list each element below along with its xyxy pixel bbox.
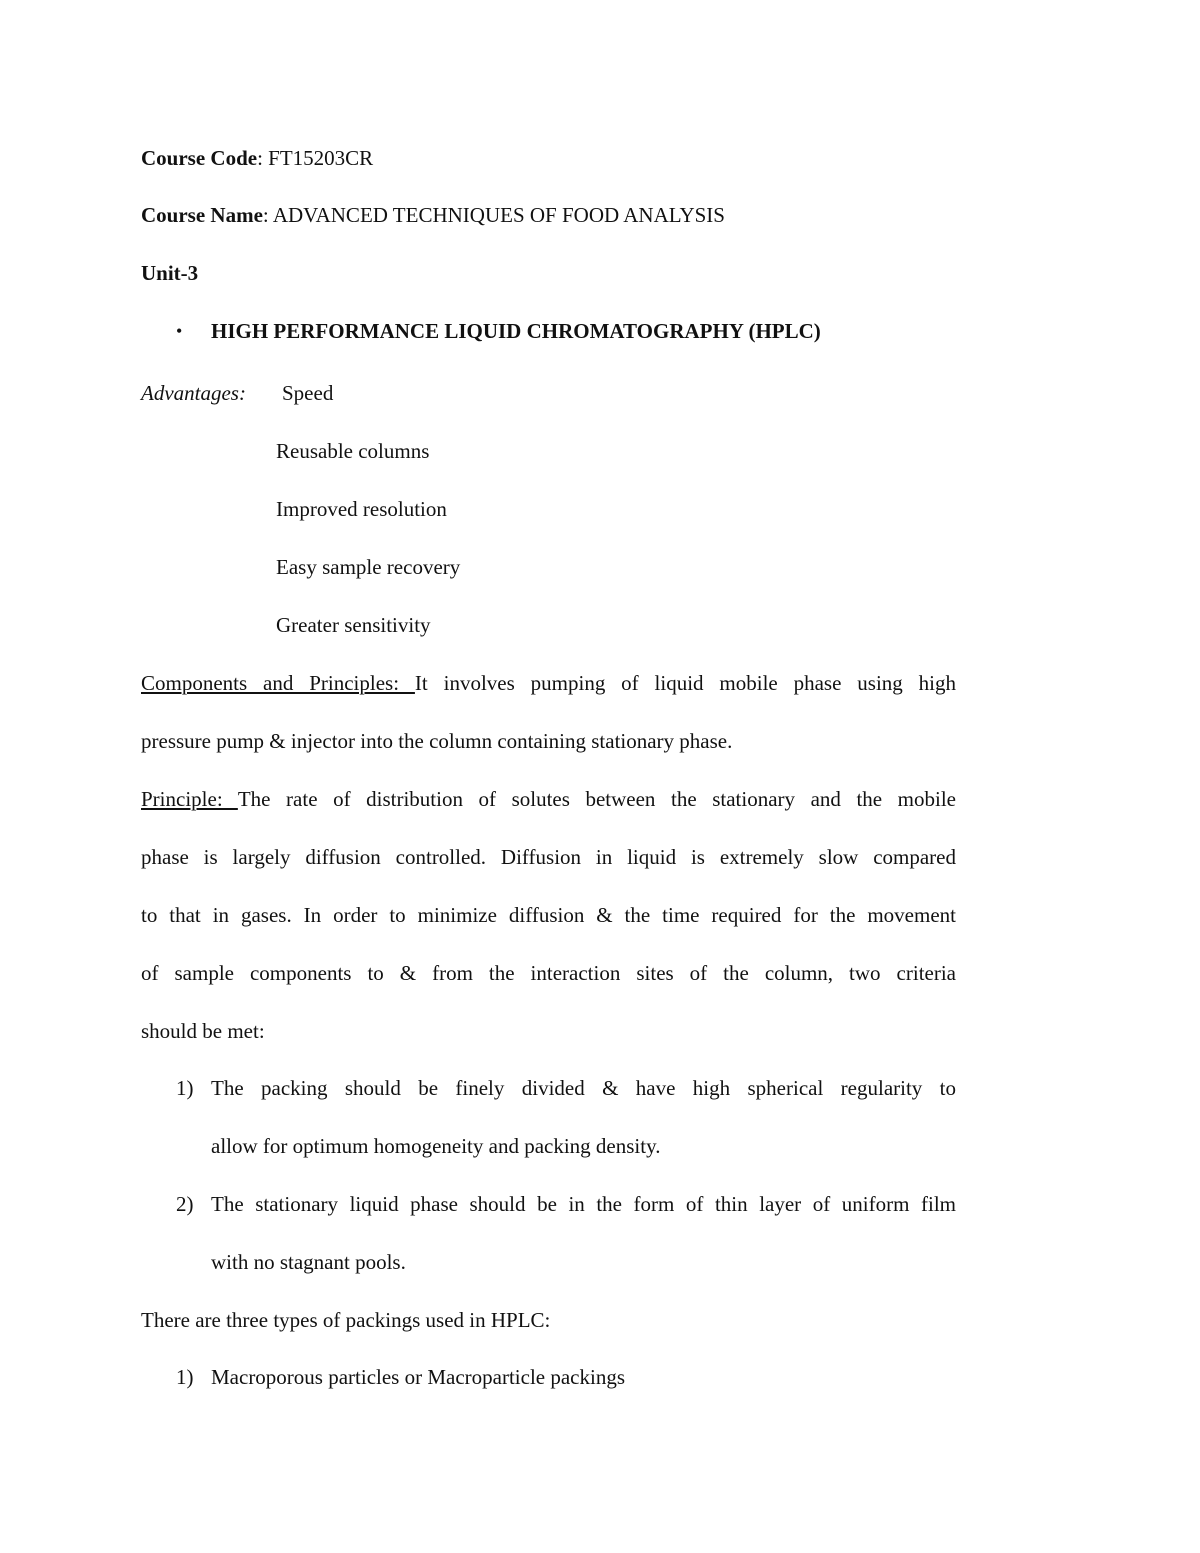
course-code-label: Course Code — [141, 146, 258, 170]
advantage-item: Easy sample recovery — [276, 555, 461, 579]
list-number: 1) — [176, 1365, 194, 1389]
principle-paragraph-line: should be met: — [141, 1019, 265, 1043]
principle-paragraph-line: of sample components to & from the interaction sites of the column, two criteria — [141, 961, 956, 985]
advantage-item: Greater sensitivity — [276, 613, 431, 637]
criteria-text-continued: allow for optimum homogeneity and packing density. — [211, 1134, 661, 1158]
list-number: 2) — [176, 1192, 194, 1216]
advantage-item: Improved resolution — [276, 497, 447, 521]
criteria-text: The stationary liquid phase should be in the form of thin layer of uniform film — [211, 1192, 956, 1216]
principle-text: The rate of distribution of solutes between the stationary and the mobile — [237, 787, 956, 811]
packing-text: Macroporous particles or Macroparticle packings — [211, 1365, 626, 1389]
unit-heading — [141, 259, 198, 287]
course-name-value: : ADVANCED TECHNIQUES OF FOOD ANALYSIS — [262, 203, 725, 227]
principle-paragraph-line: phase is largely diffusion controlled. Diffusion in liquid is extremely slow compared — [141, 845, 956, 869]
course-code-value: : FT15203CR — [257, 146, 374, 170]
criteria-text: The packing should be finely divided & have high spherical regularity to — [211, 1076, 956, 1100]
section-title: HIGH PERFORMANCE LIQUID CHROMATOGRAPHY (HPLC) — [211, 319, 821, 343]
advantage-item: Speed — [282, 381, 334, 405]
list-number: 1) — [176, 1076, 194, 1100]
course-code-line — [141, 144, 373, 172]
unit-label: Unit-3 — [141, 261, 199, 285]
components-paragraph-line — [141, 669, 956, 697]
course-name-line — [141, 201, 725, 229]
packings-intro: There are three types of packings used in HPLC: — [141, 1308, 551, 1332]
principle-paragraph-line: to that in gases. In order to minimize diffusion & the time required for the movement — [141, 903, 956, 927]
advantage-item: Reusable columns — [276, 439, 430, 463]
components-label: Components and Principles: — [141, 671, 415, 695]
criteria-text-continued: with no stagnant pools. — [211, 1250, 406, 1274]
advantages-label-text: Advantages: — [141, 381, 246, 405]
course-name-label: Course Name — [141, 203, 263, 227]
principle-label: Principle: — [141, 787, 238, 811]
bullet-icon: • — [176, 321, 183, 341]
advantages-label — [141, 379, 246, 407]
principle-paragraph-line — [141, 785, 956, 813]
components-paragraph-line: pressure pump & injector into the column containing stationary phase. — [141, 729, 733, 753]
components-text: It involves pumping of liquid mobile phase using high — [414, 671, 956, 695]
